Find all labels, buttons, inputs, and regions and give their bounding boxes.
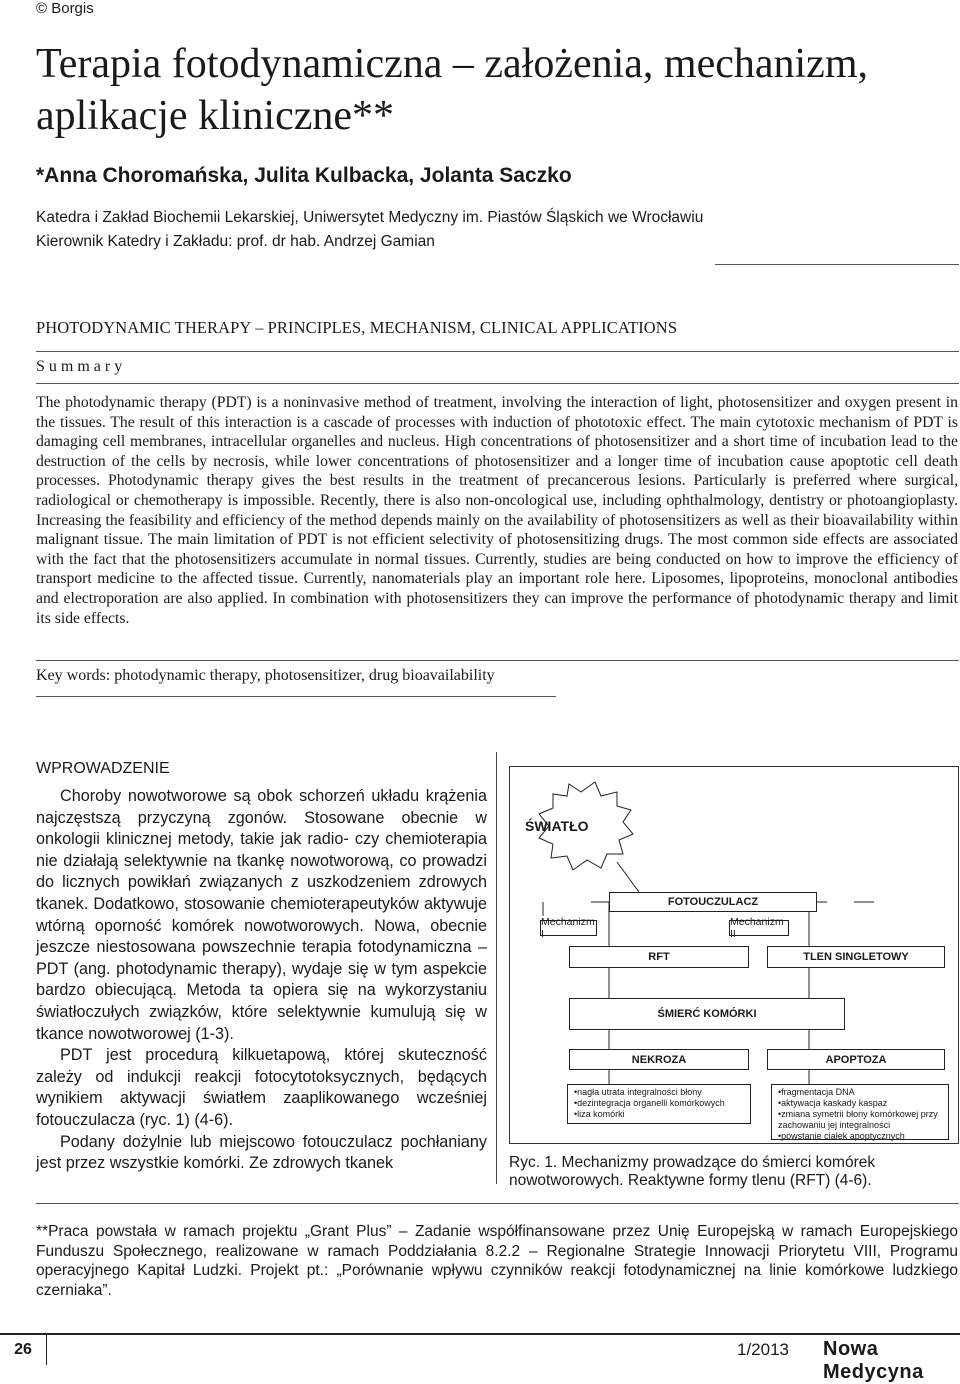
divider [46, 1333, 47, 1365]
list-item: • liza komórki [574, 1109, 744, 1120]
abstract-text: The photodynamic therapy (PDT) is a noninvasive method of treatment, involving the interaction of light, photosensitizer and oxygen present in the tissues. The result of this interaction is a cascade of processes with induction of phototoxic effect. The main cytotoxic mechanism of PDT is damaging cell membranes, intracellular organelles and nucleus. High concentrations of photosensitizer and a short time of incubation lead to the destruction of the cells by necrosis, while lower concentrations of photosensitizer and a longer time of incubation cause apoptotic cell death processes. Photodynamic therapy gives the best results in the treatment of precancerous lesions. Particularly is preferred where surgical, radiological or chemotherapy is impossible. Recently, there is also non-oncological use, including ophthalmology, dentistry or photoangioplasty. Increasing the feasibility and efficiency of the method depends mainly on the availability of photosensitizers as well as their bioavailability within malignant tissue. The main limitation of PDT is not efficient selectivity of photosensitizing drugs. The most common side effects are associated with the fact that the photosensitizers accumulate in normal tissues. Currently, studies are being conducted on how to improve the efficiency of transport medicine to the affected tissue. Currently, nanomaterials play an important role here. Liposomes, lipoproteins, monoclonal antibodies and electroporation are also applied. In combination with photosensitizers they can improve the performance of photodynamic therapy and limit its side effects. [36, 394, 958, 627]
issue-number: 1/2013 [737, 1340, 789, 1359]
mechanism-2-box: Mechanizm II [729, 920, 789, 936]
page-number: 26 [14, 1341, 32, 1358]
journal-name: Nowa Medycyna [823, 1338, 924, 1383]
figure-caption: Ryc. 1. Mechanizmy prowadzące do śmierci komórek nowotworowych. Reaktywne formy tlenu (RFT) (4-6). [509, 1154, 876, 1189]
english-title: PHOTODYNAMIC THERAPY – PRINCIPLES, MECHANISM, CLINICAL APPLICATIONS [36, 318, 678, 337]
figure-1 [509, 766, 959, 1186]
divider [36, 383, 959, 384]
department-head: Kierownik Katedry i Zakładu: prof. dr hab. Andrzej Gamian [36, 233, 435, 250]
authors: *Anna Choromańska, Julita Kulbacka, Jolanta Saczko [36, 164, 572, 187]
divider [715, 264, 959, 265]
keywords: Key words: photodynamic therapy, photosensitizer, drug bioavailability [36, 667, 495, 684]
column-divider [496, 752, 497, 1184]
apoptosis-box: APOPTOZA [767, 1049, 945, 1070]
cell-death-box: ŚMIERĆ KOMÓRKI [569, 998, 845, 1030]
footer-rule [0, 1333, 960, 1335]
divider [36, 660, 959, 661]
list-item: • powstanie ciałek apoptycznych [778, 1131, 942, 1142]
rft-box: RFT [569, 946, 749, 968]
paragraph: Choroby nowotworowe są obok schorzeń układu krążenia najczęstszą przyczyną zgonów. Stosowane obecnie w onkologii klinicznej metody, takie jak radio- czy chemioterapia nie działają selektywnie na tkankę nowotworową, co prowadzi do licznych powikłań związanych z uszkodzeniem zdrowych tkanek. Dodatkowo, stosowanie chemioterapeutyków aktywuje wtórną oporność komórek nowotworowych. Nowa, obecnie jeszcze niestosowana powszechnie terapia fotodynamiczna – PDT (ang. photodynamic therapy), wydaje się w tym aspekcie bardzo obiecującą. Metoda ta opiera się na wykorzystaniu światłoczułych związków, które selektywnie kumulują się w tkance nowotworowej (1-3). [36, 787, 487, 1043]
introduction-section [36, 760, 487, 1175]
list-item: • zmiana symetrii błony komórkowej przy zachowaniu jej integralności [778, 1109, 942, 1131]
section-heading: WPROWADZENIE [36, 760, 170, 777]
footnote: **Praca powstała w ramach projektu „Grant Plus” – Zadanie współfinansowane przez Unię Europejską w ramach Europejskiego Funduszu Społecznego, realizowane w ramach Poddziałania 8.2.2 – Regionalne Strategie Innowacji Priorytetu VIII, Programu operacyjnego Kapitał Ludzki. Projekt pt.: „Porównanie wpływu czynników reakcji fotodynamicznej na linie komórkowe ludzkiego czerniaka”. [36, 1223, 958, 1299]
list-item: • fragmentacja DNA [778, 1087, 942, 1098]
divider [36, 351, 959, 352]
article-title: Terapia fotodynamiczna – założenia, mechanizm, aplikacje kliniczne** [36, 41, 868, 139]
list-item: • nagła utrata integralności błony [574, 1087, 744, 1098]
photosensitizer-box: FOTOUCZULACZ [609, 892, 817, 912]
paragraph: PDT jest procedurą kilkuetapową, której skuteczność zależy od indukcji reakcji fotocytotoksycznych, będących wynikiem aktywacji światłem zaaplikowanego wcześniej fotouczulacza (ryc. 1) (4-6). [36, 1046, 487, 1129]
summary-heading: Summary [36, 358, 127, 375]
divider [36, 1203, 959, 1204]
affiliation: Katedra i Zakład Biochemii Lekarskiej, Uniwersytet Medyczny im. Piastów Śląskich we Wrocławiu [36, 209, 704, 226]
mechanism-1-box: Mechanizm I [540, 920, 597, 936]
list-item: • aktywacja kaskady kaspaz [778, 1098, 942, 1109]
divider [36, 696, 556, 697]
singlet-oxygen-box: TLEN SINGLETOWY [767, 946, 945, 968]
paragraph: Podany dożylnie lub miejscowo fotouczulacz pochłaniany jest przez wszystkie komórki. Ze zdrowych tkanek [36, 1132, 487, 1173]
light-label: ŚWIATŁO [525, 818, 589, 834]
apoptosis-features [771, 1084, 949, 1140]
list-item: • dezintegracja organelli komórkowych [574, 1098, 744, 1109]
necrosis-box: NEKROZA [569, 1049, 749, 1070]
copyright-notice: © Borgis [36, 0, 94, 17]
necrosis-features [567, 1084, 751, 1124]
